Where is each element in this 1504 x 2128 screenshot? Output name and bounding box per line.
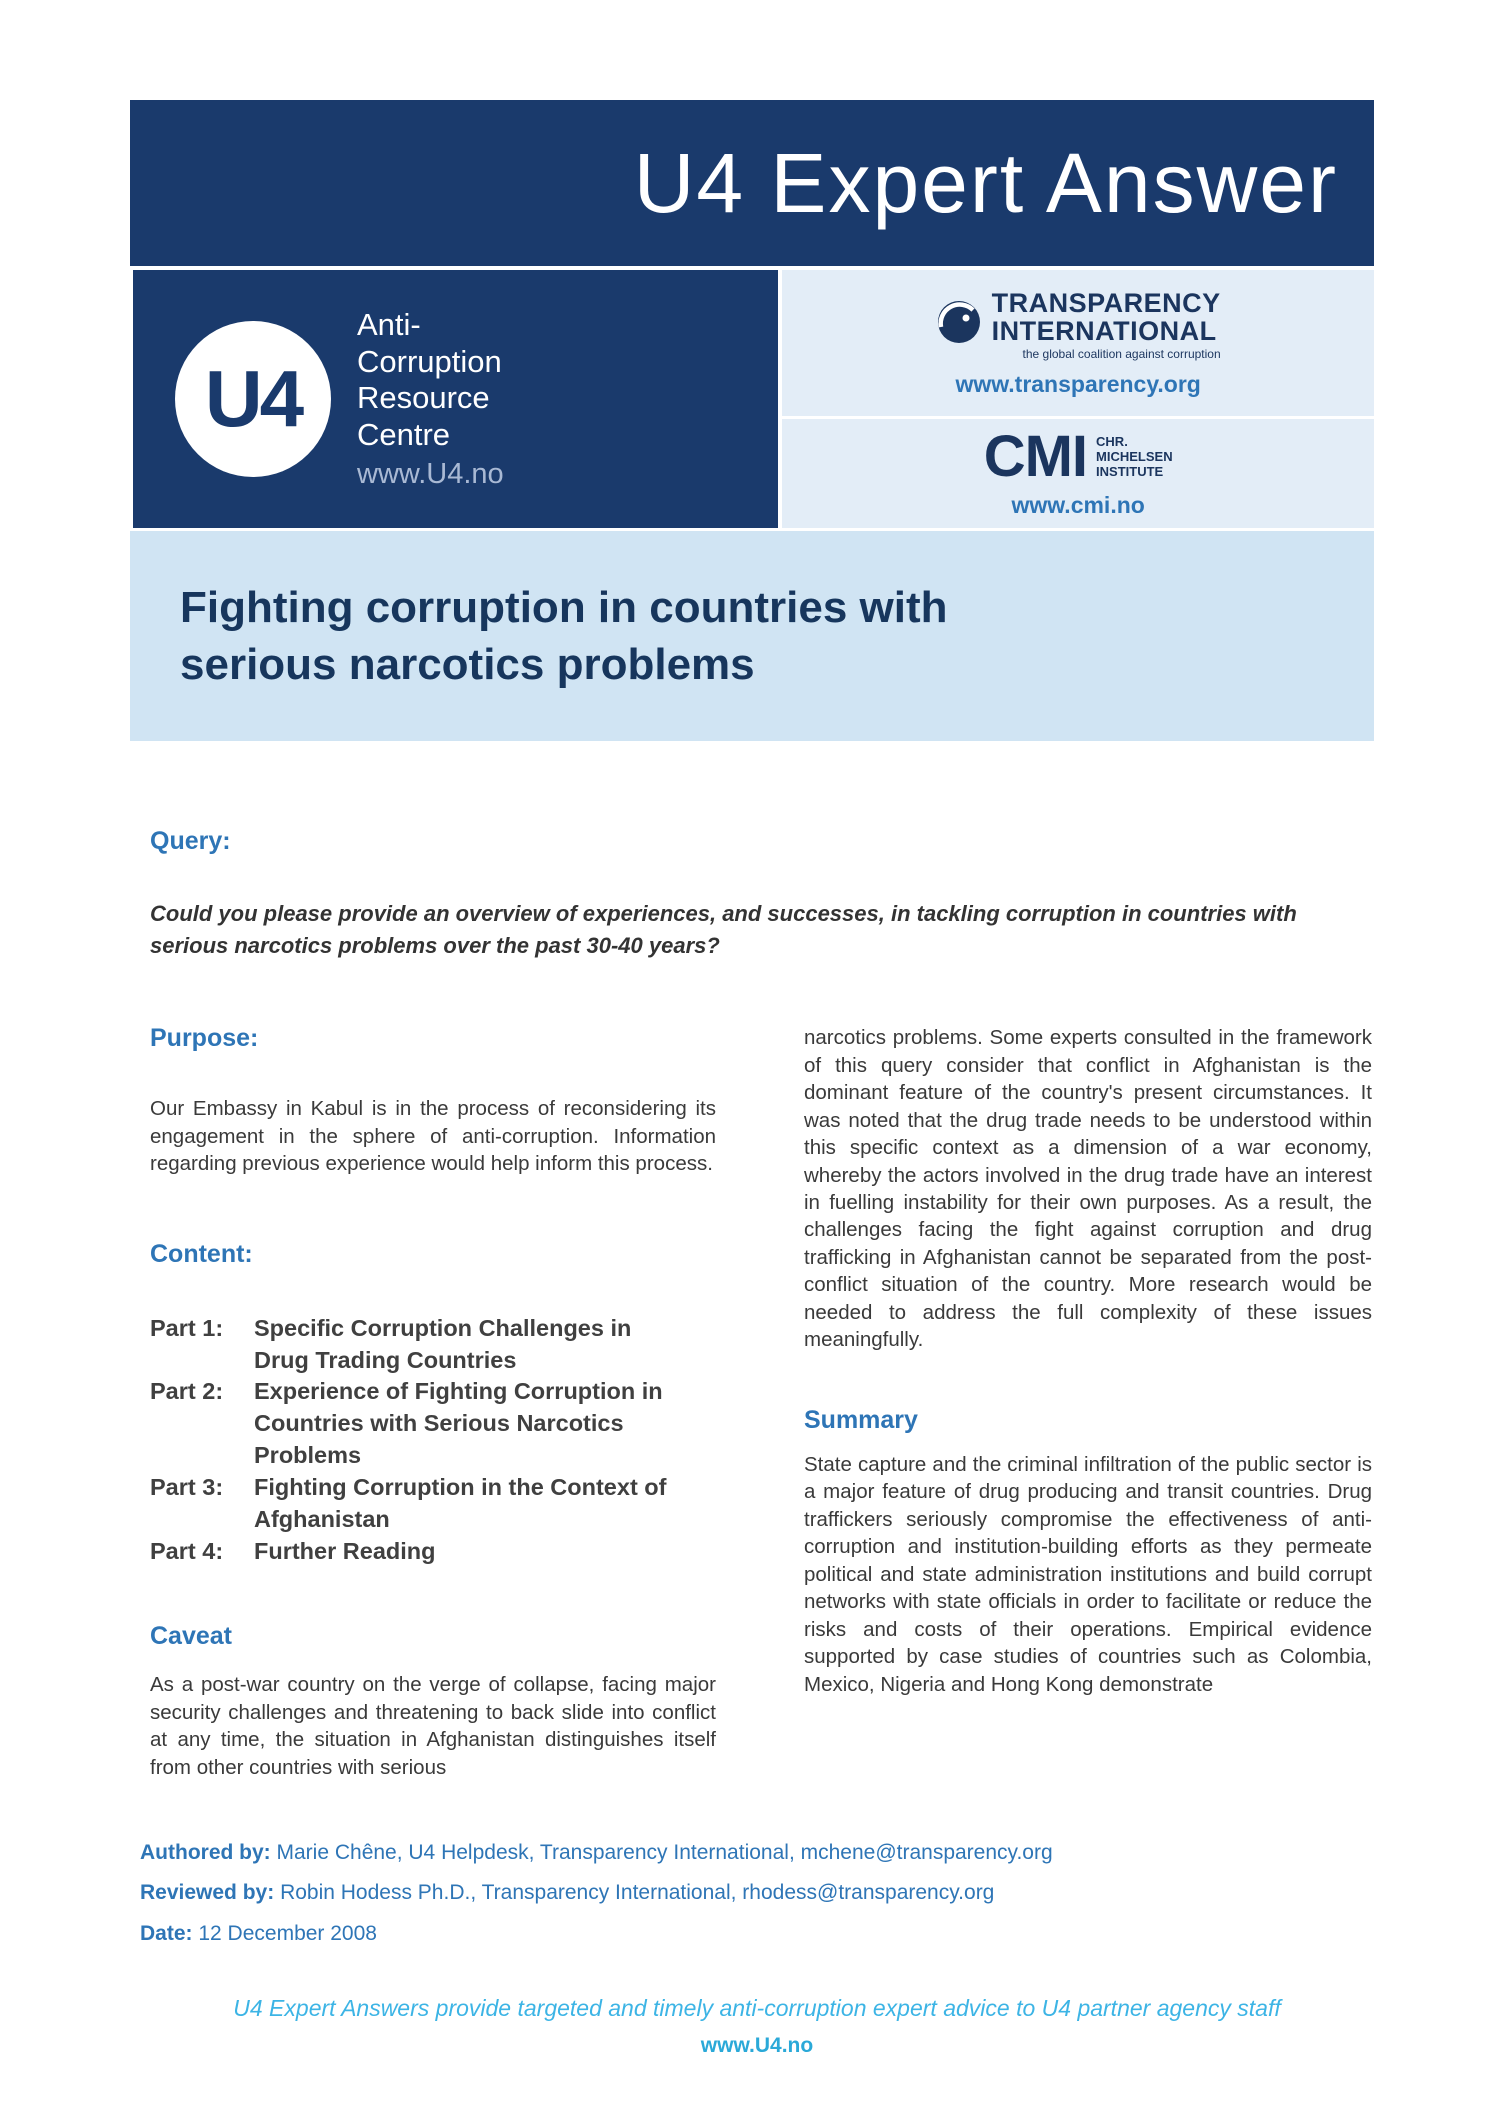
u4-footer-link[interactable]: www.U4.no: [700, 2033, 814, 2057]
authored-by-text: Marie Chêne, U4 Helpdesk, Transparency International, mchene@transparency.org: [276, 1841, 1053, 1865]
u4-logo-line: Corruption: [357, 343, 502, 379]
cmi-website-link[interactable]: www.cmi.no: [1011, 492, 1145, 519]
right-column: [804, 1024, 1372, 1781]
two-column-body: [150, 1024, 1372, 1781]
cmi-institute-text: [1096, 435, 1173, 479]
content-item: [150, 1376, 716, 1472]
reviewed-by-label: Reviewed by:: [140, 1881, 275, 1905]
authored-by-line: [140, 1839, 1374, 1866]
purpose-text: Our Embassy in Kabul is in the process of reconsidering its engagement in the sphere of anti-corruption. Information regarding previous experience would help inform this process.: [150, 1097, 716, 1176]
document-title: [130, 528, 1374, 741]
content-item-label: Part 1:: [150, 1314, 224, 1341]
date-line: [140, 1920, 1374, 1947]
u4-logo-line: Centre: [357, 416, 451, 452]
cmi-institute-line: CHR.: [1096, 434, 1128, 450]
authored-by-label: Authored by:: [140, 1841, 271, 1865]
banner: [130, 100, 1374, 270]
transparency-name-line: INTERNATIONAL: [991, 315, 1217, 346]
logo-row: [130, 270, 1374, 528]
content-item-label: Part 4:: [150, 1538, 224, 1565]
header: [130, 100, 1374, 528]
transparency-international-logo: [936, 289, 1221, 361]
cmi-logo: [983, 424, 1173, 490]
footer-tagline: U4 Expert Answers provide targeted and timely anti-corruption expert advice to U4 partner agency staff: [233, 1994, 1281, 2021]
content-item-text: Further Reading: [254, 1538, 436, 1565]
caveat-heading: Caveat: [150, 1622, 232, 1651]
content-heading: Content:: [150, 1239, 253, 1268]
content-item-label: Part 2:: [150, 1378, 224, 1405]
content-item: [150, 1313, 716, 1377]
content-item: [150, 1472, 716, 1536]
transparency-website-link[interactable]: www.transparency.org: [955, 370, 1201, 397]
left-column: [150, 1024, 716, 1781]
date-text: 12 December 2008: [198, 1921, 377, 1945]
content-list: [150, 1313, 716, 1569]
transparency-international-section: [782, 270, 1374, 419]
partner-panel: [778, 270, 1374, 528]
caveat-text: As a post-war country on the verge of collapse, facing major security challenges and threatening to back slide into conflict at any time, the situation in Afghanistan distinguishes itself from other countries with serious: [150, 1673, 716, 1779]
content: [150, 827, 1372, 1781]
reviewed-by-line: [140, 1879, 1374, 1906]
cmi-institute-line: MICHELSEN: [1096, 448, 1173, 464]
summary-text: State capture and the criminal infiltration of the public sector is a major feature of drug producing and transit countries. Drug traffickers seriously compromise the effectiveness of anti-corruption and institution-building efforts as they permeate political and state administration institutions and build corrupt networks with state officials in order to facilitate or reduce the risks and costs of their operations. Empirical evidence supported by case studies of countries such as Colombia, Mexico, Nigeria and Hong Kong demonstrate: [804, 1452, 1372, 1696]
content-item-label: Part 3:: [150, 1474, 224, 1501]
footer: [140, 1839, 1374, 2058]
content-item-text: Fighting Corruption in the Context of Afghanistan: [254, 1474, 667, 1533]
u4-monogram-text: U4: [204, 354, 302, 443]
transparency-logo-text: [992, 289, 1221, 361]
u4-logo-text: [357, 307, 504, 491]
summary-heading: Summary: [804, 1405, 918, 1434]
u4-logo: [133, 270, 778, 528]
cmi-section: [782, 419, 1374, 528]
cmi-acronym: CMI: [983, 424, 1088, 490]
transparency-name-line: TRANSPARENCY: [991, 287, 1221, 318]
continuation-text: narcotics problems. Some experts consulted in the framework of this query consider that conflict in Afghanistan is the dominant feature of the country's present circumstances. It was noted that the drug trade needs to be understood within this specific context as a dimension of a war economy, whereby the actors involved in the drug trade have an interest in fuelling instability for their own purposes. As a result, the challenges facing the fight against corruption and drug trafficking in Afghanistan cannot be separated from the post-conflict situation of the country. More research would be needed to address the full complexity of these issues meaningfully.: [804, 1026, 1372, 1352]
query-heading: Query:: [150, 827, 231, 856]
cmi-institute-line: INSTITUTE: [1096, 463, 1164, 479]
content-item: [150, 1536, 716, 1568]
transparency-tagline: the global coalition against corruption: [1022, 346, 1221, 361]
u4-monogram-icon: [175, 321, 331, 477]
transparency-globe-icon: [936, 299, 982, 350]
content-item-text: Specific Corruption Challenges in Drug Trading Countries: [254, 1314, 632, 1373]
title-line: serious narcotics problems: [180, 640, 755, 690]
query-text: Could you please provide an overview of experiences, and successes, in tackling corruption in countries with serious narcotics problems over the past 30-40 years?: [150, 901, 1297, 959]
u4-logo-line: Resource: [357, 380, 490, 416]
u4-website-link[interactable]: www.U4.no: [357, 457, 504, 490]
u4-logo-line: Anti-: [357, 307, 421, 343]
banner-title: U4 Expert Answer: [633, 135, 1338, 230]
reviewed-by-text: Robin Hodess Ph.D., Transparency International, rhodess@transparency.org: [280, 1881, 995, 1905]
title-line: Fighting corruption in countries with: [180, 583, 948, 632]
date-label: Date:: [140, 1921, 193, 1945]
content-item-text: Experience of Fighting Corruption in Countries with Serious Narcotics Problems: [254, 1378, 663, 1469]
purpose-heading: Purpose:: [150, 1024, 259, 1053]
